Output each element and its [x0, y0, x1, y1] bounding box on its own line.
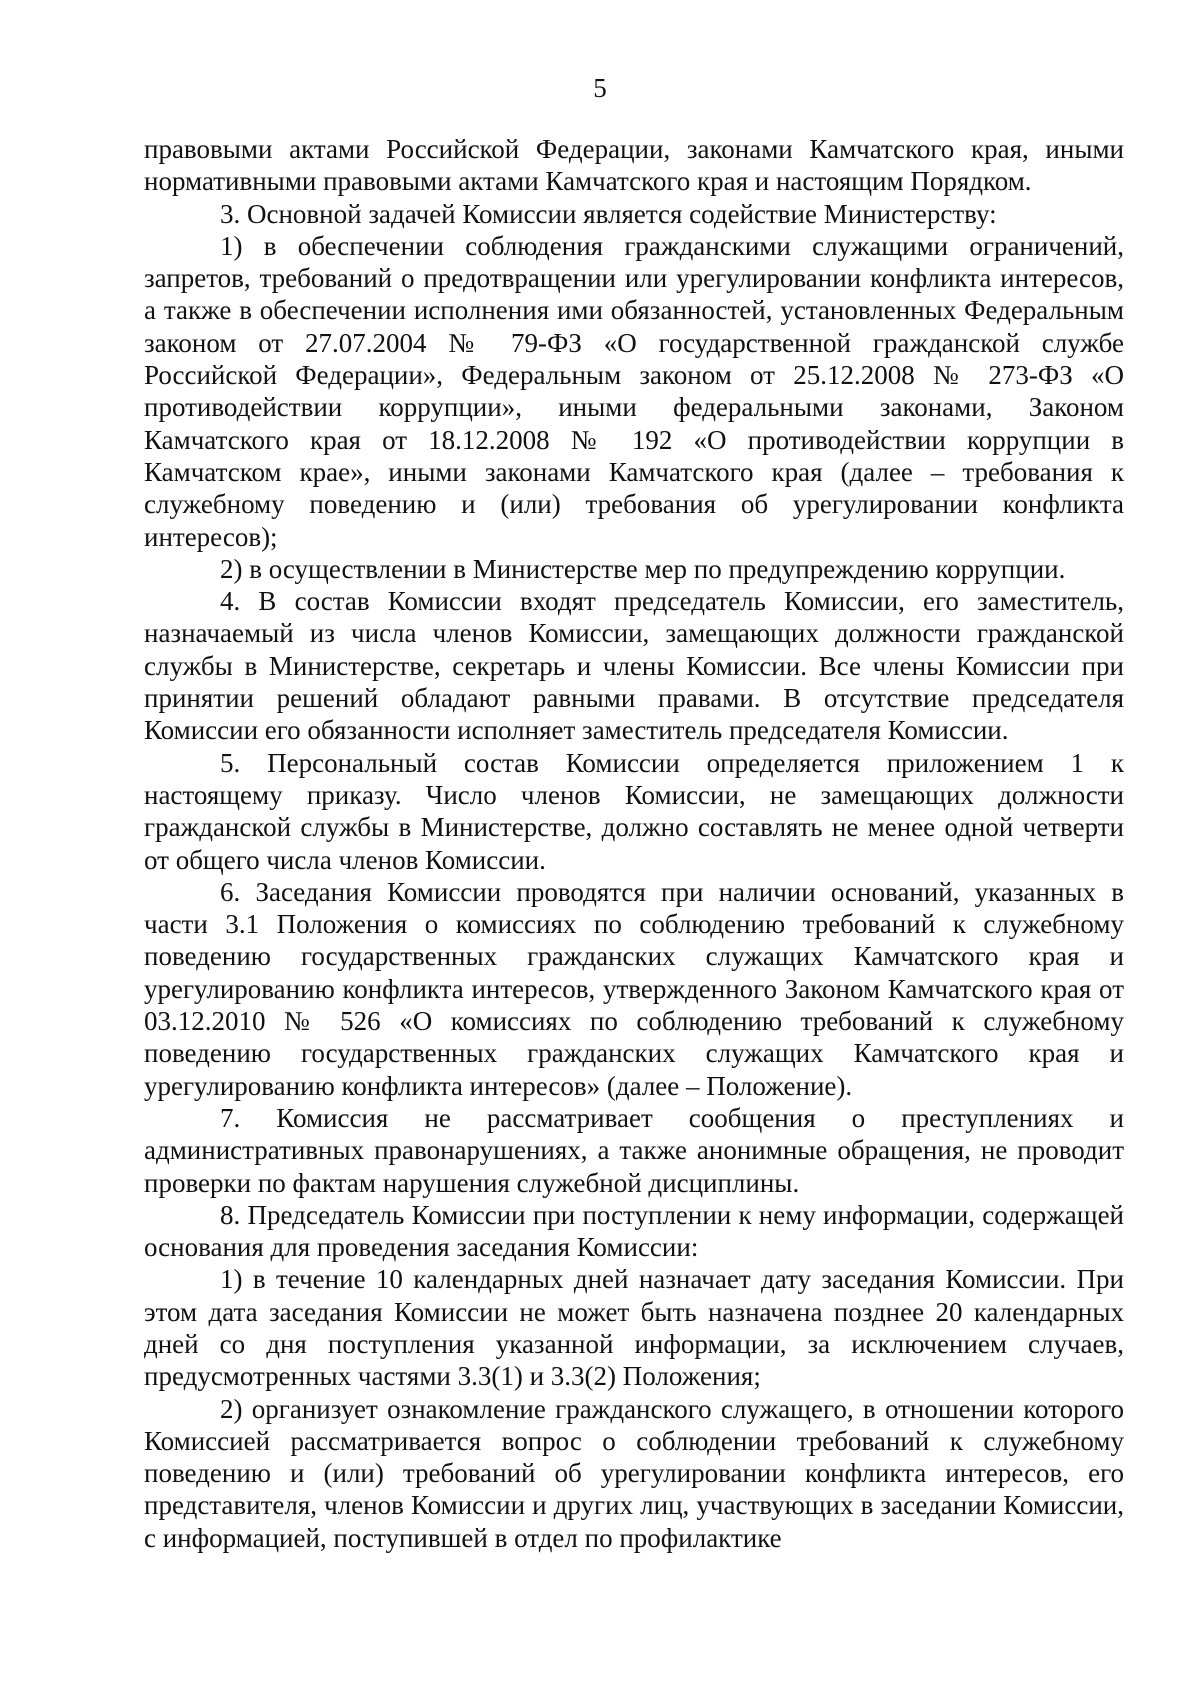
- paragraph-item-8-2: 2) организует ознакомление гражданского служащего, в отношении которого Комиссией рассматривается вопрос о соблюдении требований к служебному поведению и (или) требований об урегулировании конфликта интересов, его представителя, членов Комиссии и других лиц, участвующих в заседании Комиссии, с информацией, поступившей в отдел по профилактике: [144, 1393, 1124, 1553]
- document-body: [144, 133, 1124, 1554]
- paragraph-item-3-2: 2) в осуществлении в Министерстве мер по предупреждению коррупции.: [220, 553, 1066, 584]
- paragraph-item-6: 6. Заседания Комиссии проводятся при наличии оснований, указанных в части 3.1 Положения о комиссиях по соблюдению требований к служебному поведению государственных гражданских служащих Камчатского края и урегулированию конфликта интересов, утвержденного Законом Камчатского края от 03.12.2010 № 526 «О комиссиях по соблюдению требований к служебному поведению государственных гражданских служащих Камчатского края и урегулированию конфликта интересов» (далее – Положение).: [144, 876, 1124, 1101]
- paragraph-item-3: 3. Основной задачей Комиссии является содействие Министерству:: [220, 198, 997, 229]
- paragraph-item-3-1: 1) в обеспечении соблюдения гражданскими служащими ограничений, запретов, требований о предотвращении или урегулировании конфликта интересов, а также в обеспечении исполнения ими обязанностей, установленных Федеральным законом от 27.07.2004 № 79-ФЗ «О государственной гражданской службе Российской Федерации», Федеральным законом от 25.12.2008 № 273-ФЗ «О противодействии коррупции», иными федеральными законами, Законом Камчатского края от 18.12.2008 № 192 «О противодействии коррупции в Камчатском крае», иными законами Камчатского края (далее – требования к служебному поведению и (или) требования об урегулировании конфликта интересов);: [144, 230, 1124, 552]
- paragraph-item-8-1: 1) в течение 10 календарных дней назначает дату заседания Комиссии. При этом дата заседания Комиссии не может быть назначена позднее 20 календарных дней со дня поступления указанной информации, за исключением случаев, предусмотренных частями 3.3(1) и 3.3(2) Положения;: [144, 1264, 1124, 1392]
- page-number: 5: [593, 73, 607, 103]
- paragraph-item-7: 7. Комиссия не рассматривает сообщения о преступлениях и административных правонарушениях, а также анонимные обращения, не проводит проверки по фактам нарушения служебной дисциплины.: [144, 1102, 1124, 1198]
- paragraph-item-4: 4. В состав Комиссии входят председатель Комиссии, его заместитель, назначаемый из числа членов Комиссии, замещающих должности гражданской службы в Министерстве, секретарь и члены Комиссии. Все члены Комиссии при принятии решений обладают равными правами. В отсутствие председателя Комиссии его обязанности исполняет заместитель председателя Комиссии.: [144, 586, 1124, 746]
- paragraph-item-5: 5. Персональный состав Комиссии определяется приложением 1 к настоящему приказу. Число членов Комиссии, не замещающих должности гражданской службы в Министерстве, должно составлять не менее одной четверти от общего числа членов Комиссии.: [144, 747, 1124, 875]
- paragraph-continuation: правовыми актами Российской Федерации, законами Камчатского края, иными нормативными правовыми актами Камчатского края и настоящим Порядком.: [144, 134, 1124, 197]
- paragraph-item-8: 8. Председатель Комиссии при поступлении к нему информации, содержащей основания для проведения заседания Комиссии:: [144, 1199, 1124, 1263]
